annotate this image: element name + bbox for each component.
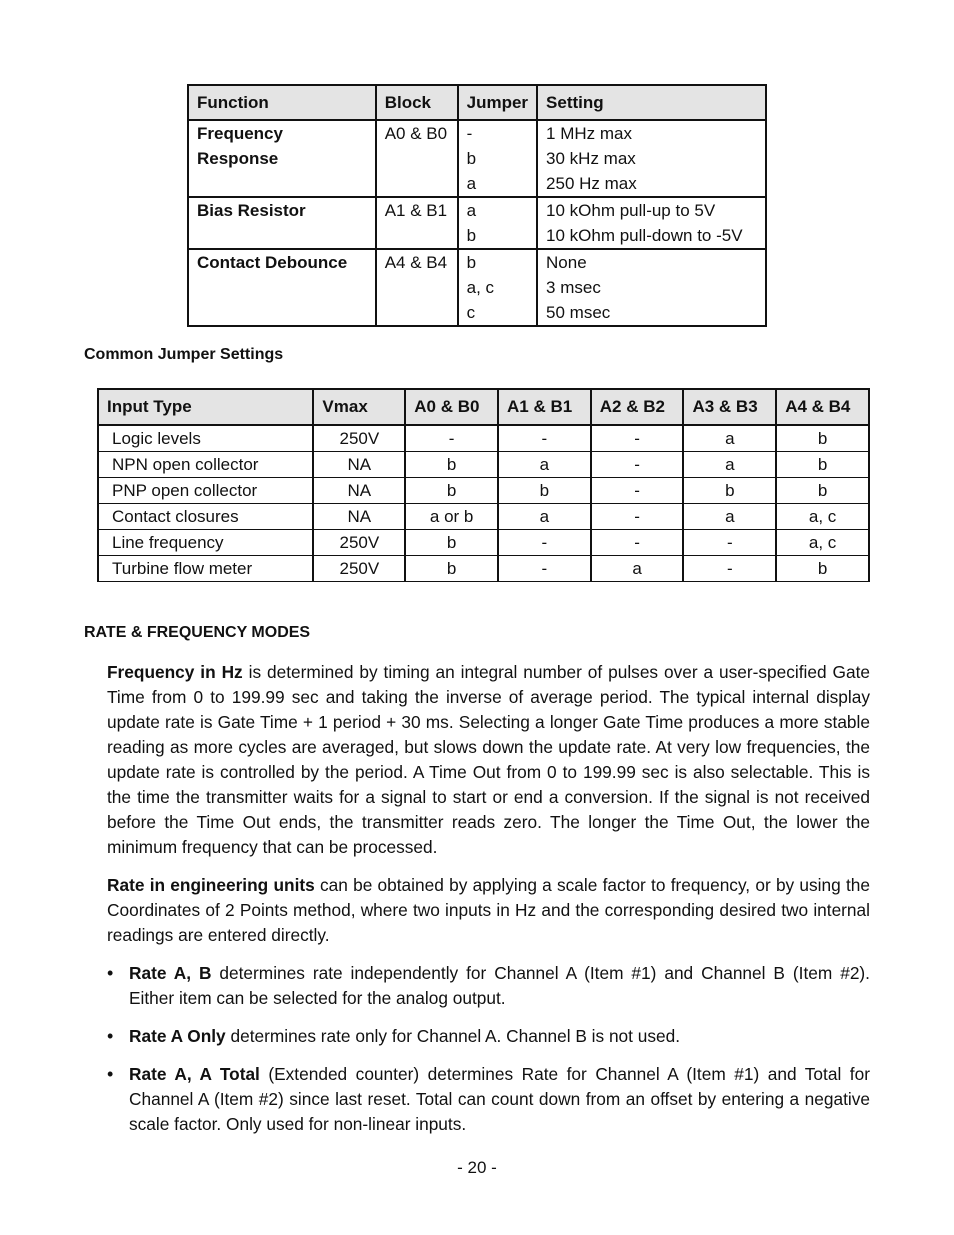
paragraph-frequency <box>107 660 870 860</box>
setting-value: 10 kOhm pull-down to -5V <box>546 226 743 245</box>
header-jumper: Jumper <box>458 85 537 120</box>
a4-b4-cell: a, c <box>776 530 869 556</box>
table-row <box>98 478 869 504</box>
a2-b2-cell: - <box>591 530 684 556</box>
a1-b1-cell: a <box>498 452 591 478</box>
setting-value: 50 msec <box>546 303 611 322</box>
block-cell: A0 & B0 <box>376 120 458 197</box>
a2-b2-cell: - <box>591 452 684 478</box>
jumper-value: a, c <box>466 278 495 297</box>
a3-b3-cell: b <box>683 478 776 504</box>
a2-b2-cell: a <box>591 556 684 582</box>
jumper-cell <box>458 120 537 197</box>
a2-b2-cell: - <box>591 478 684 504</box>
a2-b2-cell: - <box>591 504 684 530</box>
a3-b3-cell: a <box>683 504 776 530</box>
bullet-lead: Rate A, A Total <box>129 1064 260 1084</box>
setting-cell <box>537 120 766 197</box>
function-cell: Bias Resistor <box>188 197 376 249</box>
bullet-body: determines rate only for Channel A. Channel B is not used. <box>225 1026 681 1046</box>
jumper-value: - <box>466 124 473 143</box>
jumper-value: b <box>466 149 477 168</box>
a0-b0-cell: b <box>405 478 498 504</box>
jumper-value: a <box>466 201 477 220</box>
vmax-cell: 250V <box>313 530 405 556</box>
a0-b0-cell: b <box>405 556 498 582</box>
setting-cell <box>537 197 766 249</box>
bullet-dot-icon: • <box>107 1026 114 1046</box>
table-row <box>98 504 869 530</box>
setting-value: 30 kHz max <box>546 149 636 168</box>
a4-b4-cell: b <box>776 478 869 504</box>
header-vmax: Vmax <box>313 389 405 425</box>
a3-b3-cell: - <box>683 556 776 582</box>
page-number: - 20 - <box>457 1158 497 1177</box>
vmax-cell: 250V <box>313 556 405 582</box>
function-cell: Contact Debounce <box>188 249 376 326</box>
paragraph-text: can be obtained by applying a scale factor to frequency, or by using the Coordinates of 2 Points method, where two inputs in Hz and the corresponding desired two internal readings are entered directly. <box>107 875 870 945</box>
input-type-cell: NPN open collector <box>98 452 313 478</box>
a3-b3-cell: - <box>683 530 776 556</box>
common-jumper-caption: Common Jumper Settings <box>84 346 284 363</box>
header-a0-b0: A0 & B0 <box>405 389 498 425</box>
setting-value: None <box>546 253 587 272</box>
bullet-dot-icon: • <box>107 1064 114 1084</box>
bullet-body: determines rate independently for Channel A (Item #1) and Channel B (Item #2). Either item can be selected for the analog output. <box>129 963 870 1008</box>
table-row <box>188 120 766 197</box>
jumper-function-table <box>187 84 767 327</box>
bullet-item <box>107 1062 870 1137</box>
setting-cell <box>537 249 766 326</box>
paragraph-lead: Frequency in Hz <box>107 662 243 682</box>
header-input-type: Input Type <box>98 389 313 425</box>
a1-b1-cell: b <box>498 478 591 504</box>
a4-b4-cell: b <box>776 425 869 452</box>
table-row <box>188 249 766 326</box>
vmax-cell: 250V <box>313 425 405 452</box>
table-row <box>188 197 766 249</box>
bullet-item <box>107 1024 870 1049</box>
jumper-value: b <box>466 226 477 245</box>
table-row <box>98 530 869 556</box>
jumper-value: c <box>466 303 476 322</box>
header-a1-b1: A1 & B1 <box>498 389 591 425</box>
section-title: RATE & FREQUENCY MODES <box>84 624 311 641</box>
input-type-cell: Line frequency <box>98 530 313 556</box>
setting-value: 1 MHz max <box>546 124 632 143</box>
a0-b0-cell: b <box>405 452 498 478</box>
paragraph-rate <box>107 873 870 948</box>
input-type-cell: PNP open collector <box>98 478 313 504</box>
header-a3-b3: A3 & B3 <box>683 389 776 425</box>
function-cell: Frequency Response <box>188 120 376 197</box>
bullet-item <box>107 961 870 1011</box>
header-block: Block <box>376 85 458 120</box>
jumper-table-header-row <box>188 85 766 120</box>
a0-b0-cell: - <box>405 425 498 452</box>
header-setting: Setting <box>537 85 766 120</box>
a1-b1-cell: - <box>498 530 591 556</box>
table-row <box>98 556 869 582</box>
input-type-cell: Turbine flow meter <box>98 556 313 582</box>
jumper-value: a <box>466 174 477 193</box>
block-cell: A4 & B4 <box>376 249 458 326</box>
bullet-lead: Rate A, B <box>129 963 212 983</box>
bullet-body: (Extended counter) determines Rate for Channel A (Item #1) and Total for Channel A (Item #2) since last reset. Total can count down from an offset by entering a negative scale factor. Only used for non-linear inputs. <box>129 1064 870 1134</box>
a0-b0-cell: a or b <box>405 504 498 530</box>
jumper-cell <box>458 249 537 326</box>
jumper-value: b <box>466 253 477 272</box>
a2-b2-cell: - <box>591 425 684 452</box>
input-type-cell: Contact closures <box>98 504 313 530</box>
jumper-cell <box>458 197 537 249</box>
paragraph-lead: Rate in engineering units <box>107 875 315 895</box>
vmax-cell: NA <box>313 478 405 504</box>
bullet-text <box>129 1062 870 1137</box>
setting-value: 10 kOhm pull-up to 5V <box>546 201 716 220</box>
a4-b4-cell: b <box>776 556 869 582</box>
block-cell: A1 & B1 <box>376 197 458 249</box>
a3-b3-cell: a <box>683 452 776 478</box>
bullet-text <box>129 1024 870 1049</box>
bullet-lead: Rate A Only <box>129 1026 226 1046</box>
a1-b1-cell: - <box>498 556 591 582</box>
bullet-text <box>129 961 870 1011</box>
header-a4-b4: A4 & B4 <box>776 389 869 425</box>
paragraph-text: is determined by timing an integral number of pulses over a user-specified Gate Time from 0 to 199.99 sec and taking the inverse of average period. The typical internal display update rate is Gate Time + 1 period + 30 ms. Selecting a longer Gate Time produces a more stable reading as more cycles are averaged, but slows down the update rate. At very low frequencies, the update rate is controlled by the period. A Time Out from 0 to 199.99 sec is also selectable. This is the time the transmitter waits for a signal to start or end a conversion. If the signal is not received before the Time Out ends, the transmitter reads zero. The longer the Time Out, the lower the minimum frequency that can be processed. <box>107 662 870 857</box>
table-row <box>98 452 869 478</box>
table-row <box>98 425 869 452</box>
header-function: Function <box>188 85 376 120</box>
a0-b0-cell: b <box>405 530 498 556</box>
header-a2-b2: A2 & B2 <box>591 389 684 425</box>
input-table-header-row <box>98 389 869 425</box>
setting-value: 3 msec <box>546 278 601 297</box>
bullet-dot-icon: • <box>107 963 114 983</box>
a1-b1-cell: a <box>498 504 591 530</box>
vmax-cell: NA <box>313 504 405 530</box>
a4-b4-cell: a, c <box>776 504 869 530</box>
a4-b4-cell: b <box>776 452 869 478</box>
a1-b1-cell: - <box>498 425 591 452</box>
vmax-cell: NA <box>313 452 405 478</box>
a3-b3-cell: a <box>683 425 776 452</box>
input-type-cell: Logic levels <box>98 425 313 452</box>
input-type-table <box>97 388 870 582</box>
setting-value: 250 Hz max <box>546 174 637 193</box>
